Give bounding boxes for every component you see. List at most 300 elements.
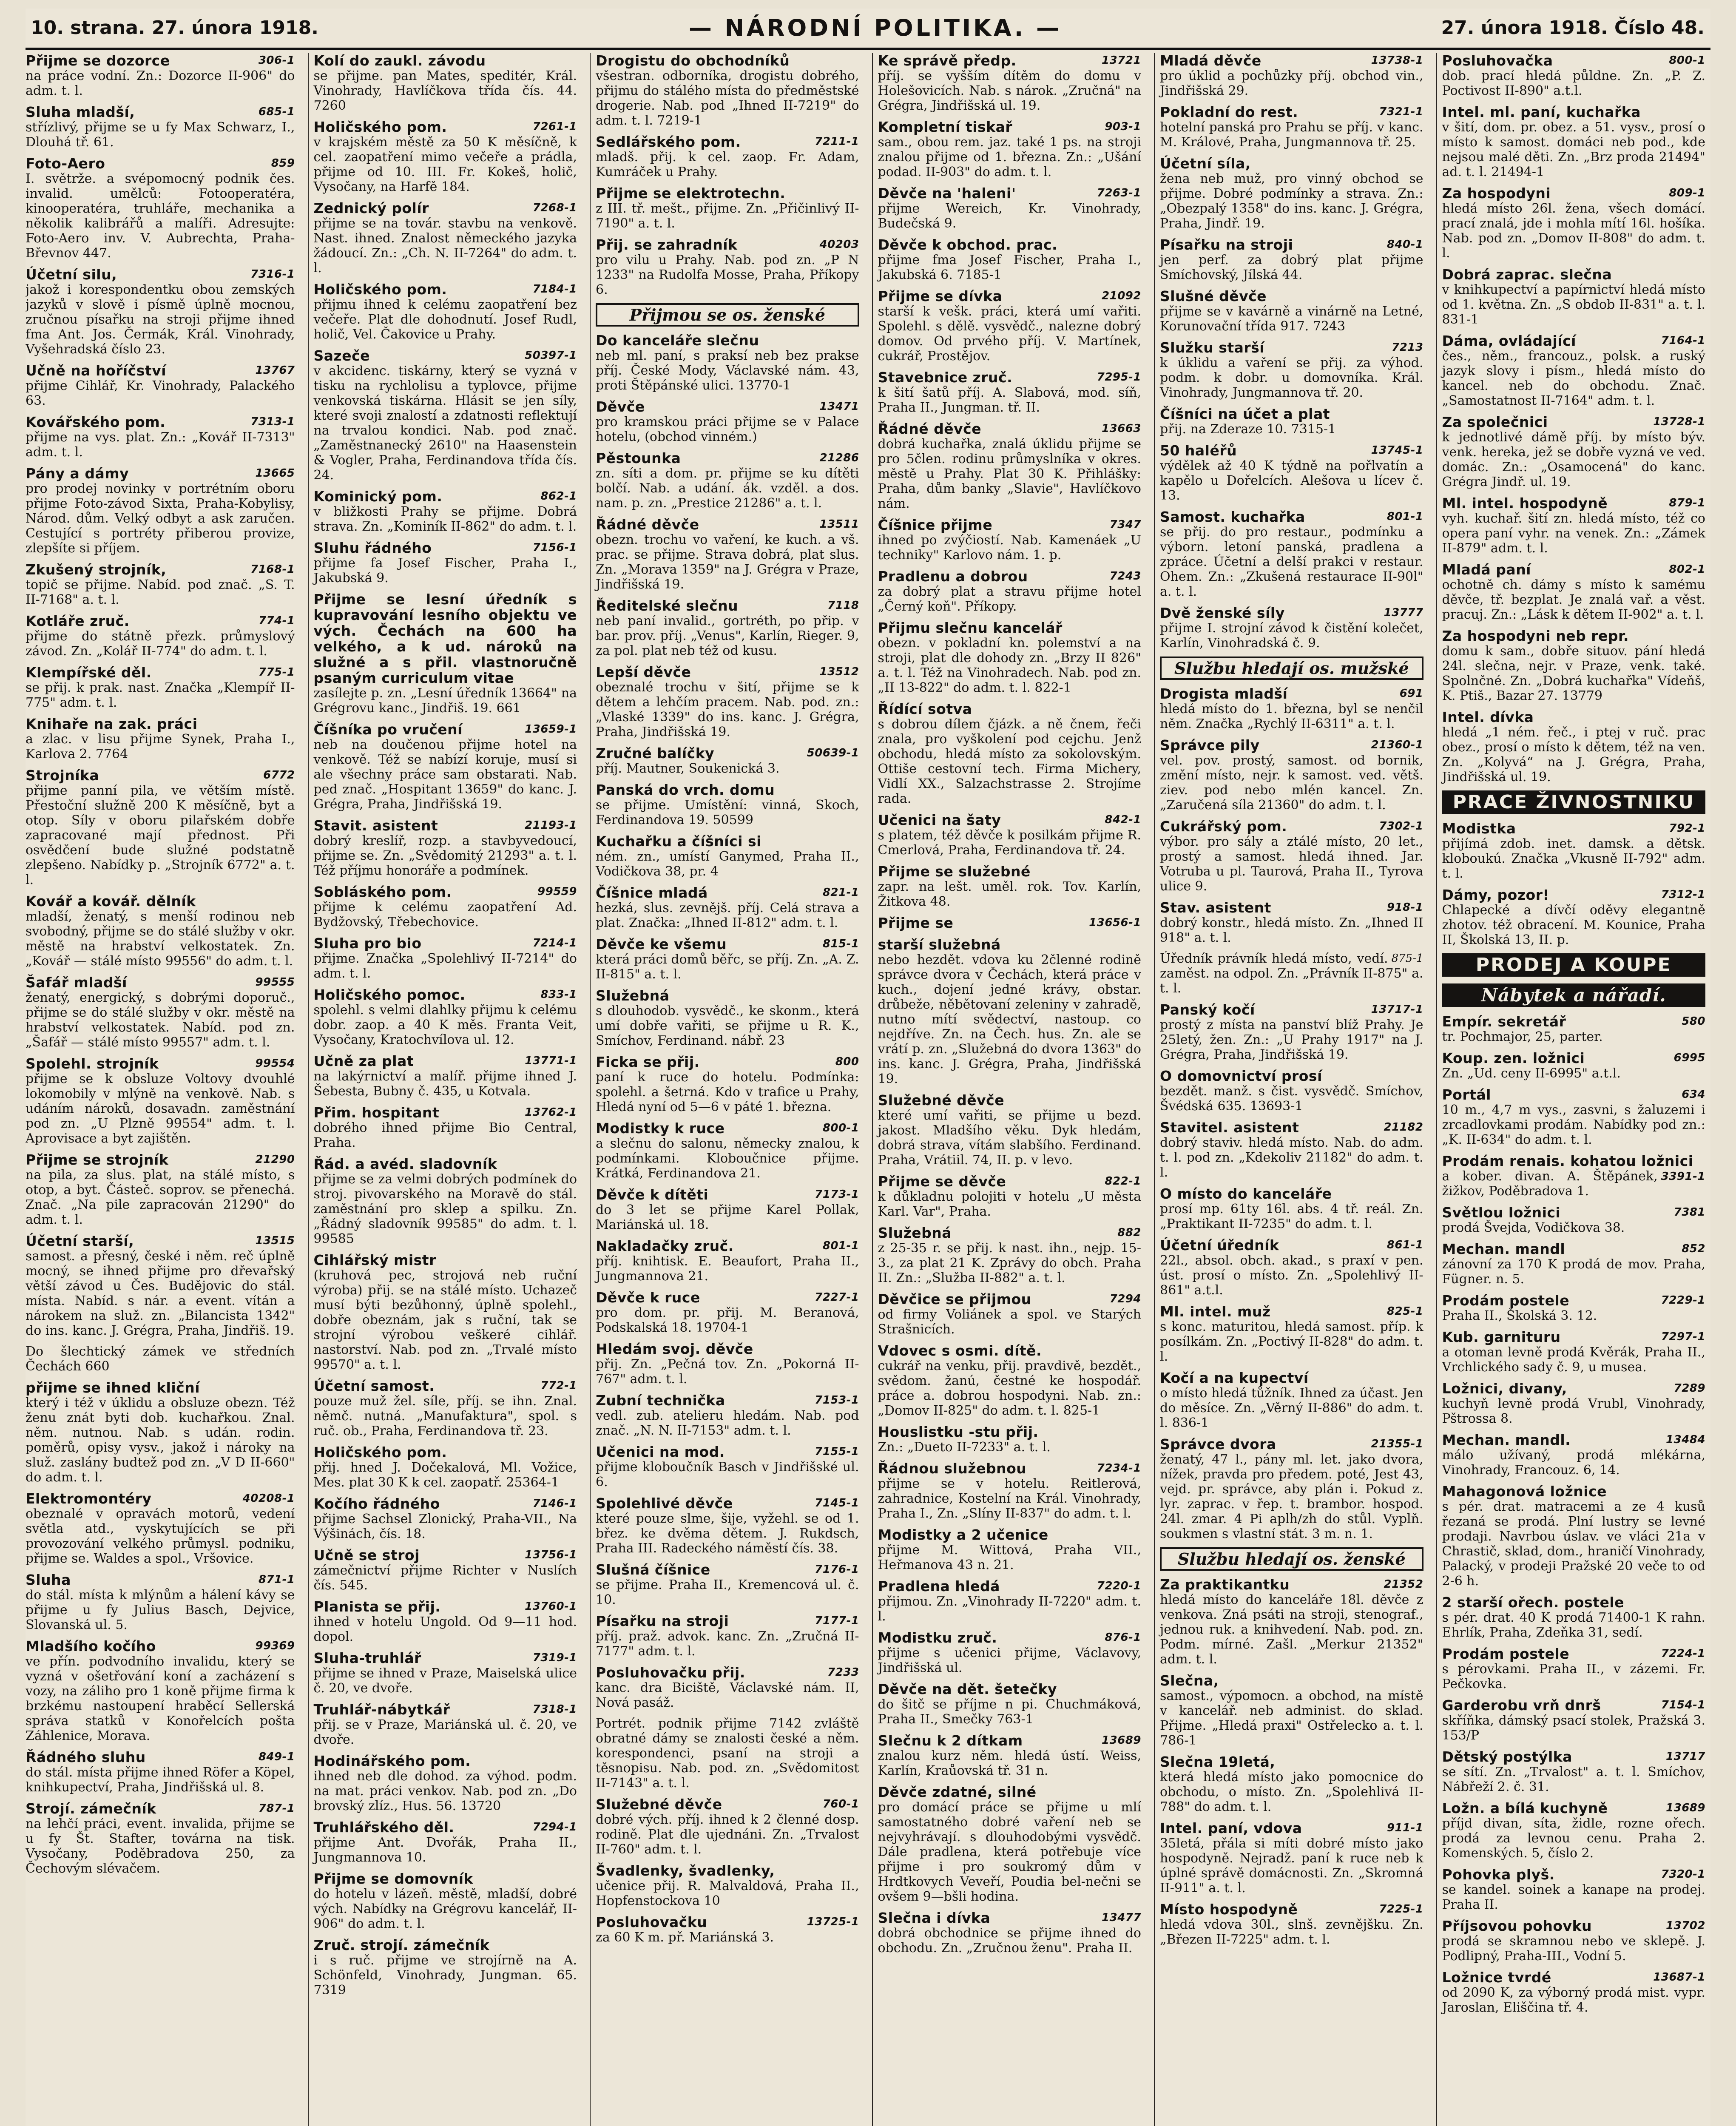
ad-heading: Řádného sluhu 849-1 [26, 1749, 295, 1765]
ad-heading: Přijme se děvče 822-1 [878, 1173, 1141, 1190]
ad-heading: Slečna i dívka 13477 [878, 1910, 1141, 1926]
ad-number: 7224-1 [1661, 1647, 1705, 1660]
classified-ad [878, 1174, 1142, 1219]
ad-text: dobrý kreslíř, rozp. a stavbyvedoucí, přijme se. Zn. „Svědomitý 21293" a. t. l. Též příjmu honoráře a podmínek. [313, 833, 577, 878]
classified-ad [596, 782, 859, 827]
ad-text: se kandel. soinek a kanape na prodej. Praha II. [1442, 1882, 1705, 1912]
ad-heading: Houslistku -stu přij. [878, 1424, 1039, 1440]
ad-text: paní k ruce do hotelu. Podmínka: spolehl. a šetrná. Kdo v trafice u Prahy, Hledá nyní od 5—6 v páté 1. března. [596, 1070, 859, 1114]
ad-heading: Holičského pomoc. 833-1 [313, 986, 577, 1003]
ad-number: 772-1 [540, 1379, 577, 1392]
classified-ad [26, 562, 295, 607]
classified-ad [1442, 1050, 1706, 1081]
ad-heading: Stavebnice zruč. 7295-1 [878, 369, 1141, 386]
ad-text: v knihkupectví a papírnictví hledá místo od 1. května. Zn. „S obdob II-831" a. t. l. 831-1 [1442, 282, 1705, 327]
ad-heading: Služebná [596, 987, 670, 1004]
ad-text: 22l., absol. obch. akad., s praxí v pen. úst. prosí o místo. Zn. „Spolehlivý II-861" a.t.l. [1160, 1253, 1423, 1298]
ad-heading: Ložn. a bílá kuchyně 13689 [1442, 1800, 1705, 1816]
classified-ad [314, 489, 577, 534]
ad-text: znalou kurz něm. hledá ústí. Weiss, Karlín, Kraůovská tř. 31 n. [878, 1748, 1141, 1778]
ad-text: k jednotlivé dámě příj. by místo býv. venk. hereka, jež se dobře vyzná ve ved. domác. Zn.: „Osamocená" do kanc. Grégra Jindř. ul. 19. [1442, 430, 1705, 489]
ad-text: přijme fa Josef Fischer, Praha I., Jakubská 9. [313, 556, 577, 586]
ad-text: k úklidu a vaření se přij. za výhod. podm. k dobr. u domovníka. Král. Vinohrady, Jungmannova tř. 20. [1160, 355, 1423, 400]
classified-ad [1442, 1484, 1706, 1589]
ad-heading: Přijme se dívka 21092 [878, 288, 1141, 304]
classified-ad [1160, 1901, 1423, 1947]
ad-heading: Slušná číšnice 7176-1 [596, 1561, 859, 1578]
classified-ad [878, 812, 1142, 858]
ad-number: 7168-1 [250, 563, 295, 576]
ad-heading: Děvčice se přijmou 7294 [878, 1291, 1141, 1307]
ad-number: 13665 [255, 467, 295, 480]
ad-text: přijmou. Zn. „Vinohrady II-7220" adm. t. l. [878, 1594, 1141, 1624]
ad-number: 875-1 [1391, 952, 1423, 965]
ad-heading: Služebná 882 [878, 1225, 1141, 1241]
ad-heading: Drogistu do obchodníků [596, 53, 790, 69]
ad-heading: Truhlář-nábytkář 7318-1 [313, 1701, 577, 1718]
ad-text: spolehl. s velmi dlahlky přijmu k celému dobr. zaop. a 40 K měs. Franta Veit, Vysočany, Kratochvílova ul. 12. [313, 1003, 577, 1047]
ad-number: 7153-1 [815, 1394, 859, 1407]
ad-heading: Prodám renais. kohatou ložnici 3391-1 [1442, 1153, 1706, 1169]
ad-number: 7155-1 [815, 1445, 859, 1458]
classified-ad [596, 1613, 859, 1659]
ad-text: Do šlechtický zámek ve středních Čechách 660 [26, 1344, 295, 1374]
ad-number: 21286 [819, 452, 859, 464]
ad-text: dob. prací hledá půldne. Zn. „P. Z. Poctivost II-890" a.t.l. [1442, 68, 1705, 98]
ad-heading: Přijme se elektrotechn. [596, 185, 786, 202]
classified-ad [26, 53, 295, 98]
classified-ad [1442, 495, 1706, 556]
ad-text: Zn.: „Dueto II-7233" a. t. l. [878, 1440, 1051, 1455]
ad-heading: Zkušený strojník, 7168-1 [26, 561, 295, 578]
ad-text: dobrého ihned přijme Bio Central, Praha. [313, 1120, 577, 1150]
ad-number: 13656-1 [1089, 916, 1141, 929]
ad-text: do šitč se příjme n pi. Chuchmáková, Praha II., Smečky 763-1 [878, 1697, 1141, 1727]
ad-text: a otoman levně prodá Kvěrák, Praha II., Vrchlického sady č. 9, u musea. [1442, 1345, 1705, 1375]
ad-number: 3391-1 [1661, 1170, 1705, 1183]
ad-text: obezn. v pokladní kn. polemství a na stroji, plat dle dohody zn. „Brzy II 826" a. t. l. Též na Vinohradech. Nab. pod zn. „II 13-822" do adm. t. l. 822-1 [878, 636, 1141, 695]
ad-text: ihned po zvýčiostí. Nab. Kamenáek „U techniky" Karlovo nám. 1. p. [878, 533, 1141, 563]
ad-number: 580 [1682, 1015, 1705, 1028]
ad-text: přijme se za velmi dobrých podmínek do stroj. pivovarského na Moravě do stál. zaměstnání pro sklep a spilku. Zn. „Řádný sladovník 99585" do adm. t. l. 99585 [313, 1172, 577, 1246]
classified-ad [878, 288, 1142, 364]
classified-ad [1160, 443, 1423, 503]
ad-number: 21182 [1384, 1121, 1423, 1134]
classified-ad [596, 1863, 859, 1908]
ad-number: 849-1 [258, 1751, 295, 1763]
ad-number: 7164-1 [1661, 334, 1705, 347]
ad-heading: Samost. kuchařka 801-1 [1160, 509, 1423, 525]
ad-heading: Řídící sotva [878, 701, 972, 717]
ad-heading: Ml. intel. hospodyně 879-1 [1442, 495, 1705, 512]
ad-text: starší k vešk. práci, která umí vařiti. Spolehl. s dělě. vysvědč., nalezne dobrý domov. Od prvého příj. V. Martínek, cukrář, Prostějov. [878, 304, 1141, 364]
classified-ad [596, 53, 859, 128]
ad-text: přijme se na továr. stavbu na venkově. Nast. ihned. Znalost německého jazyka žádoucí. Zn.: „Ch. N. II-7264" do adm. t. l. [313, 216, 577, 276]
ad-text: mladší, ženatý, s menší rodinou neb svobodný, přijme se do stálé služby v okr. městě na hrabství velkostatek. Zn. „Kovář — stálé místo 99556" do adm. t. l. [26, 909, 295, 969]
ad-number: 774-1 [258, 614, 295, 627]
classified-ad [878, 568, 1142, 614]
ad-number: 775-1 [258, 666, 295, 679]
column-3 [590, 53, 864, 2126]
classified-ad [878, 369, 1142, 415]
classified-ad [314, 1496, 577, 1541]
ad-number: 7321-1 [1379, 105, 1423, 118]
classified-ad [1442, 1293, 1706, 1323]
ad-number: 825-1 [1387, 1305, 1423, 1318]
ad-number: 6995 [1673, 1052, 1705, 1064]
ad-number: 7295-1 [1097, 371, 1141, 384]
newspaper-title: — NÁRODNÍ POLITIKA. — [689, 14, 1062, 41]
ad-text: přijme Sachsel Zlonický, Praha-VII., Na Výšinách, čís. 18. [313, 1512, 577, 1541]
ad-number: 13512 [819, 665, 859, 678]
ad-heading: Empír. sekretář 580 [1442, 1013, 1705, 1030]
ad-number: 7243 [1109, 570, 1141, 583]
ad-number: 13511 [819, 518, 859, 531]
ad-text: Zn. „Ud. ceny II-6995" a.t.l. [1442, 1066, 1621, 1081]
ad-number: 13471 [819, 400, 859, 413]
ad-text: do stál. místa k mlýnům a hálení kávy se přijme u fy Julius Basch, Dejvice, Slovanská ul. 5. [26, 1588, 295, 1632]
ad-text: příjd divan, síta, židle, rozne ořech. prodá za levnou cenu. Praha 2. Komenských. 5, číslo 2. [1442, 1816, 1705, 1861]
ad-text: s pér. drat. 40 K prodá 71400-1 K rahn. Ehrlík, Praha, Zdeňka 31, sedí. [1442, 1610, 1705, 1640]
ad-heading: Modistka 792-1 [1442, 820, 1705, 837]
classified-ad [878, 185, 1142, 231]
ad-heading: Garderobu vrň dnrš 7154-1 [1442, 1697, 1705, 1714]
ad-number: 7297-1 [1661, 1330, 1705, 1343]
classified-ad [1160, 686, 1423, 731]
ad-heading: Modistky a 2 učenice [878, 1526, 1048, 1543]
classified-ad [1160, 156, 1423, 231]
classified-ad [596, 664, 859, 739]
ad-text: v bližkosti Prahy se přijme. Dobrá strava. Zn. „Kominík II-862" do adm. t. l. [313, 504, 577, 534]
classified-ad [314, 53, 577, 113]
ad-heading: Řádnou služebnou 7234-1 [878, 1460, 1141, 1477]
ad-heading: Lepší děvče 13512 [596, 664, 859, 680]
ad-number: 7313-1 [250, 415, 295, 428]
ad-text: přij. Zn. „Pečná tov. Zn. „Pokorná II-767" adm. t. l. [596, 1357, 859, 1387]
ad-text: na práce vodní. Zn.: Dozorce II-906" do adm. t. l. [26, 68, 295, 98]
ad-text: přijme se k obsluze Voltovy dvouhlé lokomobily v mlýně na venkově. Nab. s udáním nároků, dosavadn. zaměstnání pod zn. „U Plzně 99554" adm. t. l. Aprovisace a byt zajištěn. [26, 1072, 295, 1146]
ad-text: skříňka, dámský psací stolek, Pražská 3. 153/P [1442, 1713, 1705, 1743]
classified-ad [314, 722, 577, 812]
ad-text: (kruhová pec, strojová neb ruční výroba) přij. se na stálé místo. Uchazeč musí býti bezůhonný, úplně spolehl., dobře obeznám, jak s ruční, tak se strojní výrobou veškeré cihlář. nastorství. Nab. pod zn. „Trvalé místo 99570" a. t. l. [313, 1268, 577, 1372]
classified-ad [314, 1444, 577, 1490]
ad-text: 10 m., 4,7 m vys., zasvni, s žaluzemi i zrcadlovkami prodám. Nabídky pod zn.: „K. II-634" do adm. t. l. [1442, 1103, 1705, 1147]
ad-heading: Kompletní tiskař 903-1 [878, 119, 1141, 135]
classified-ad [1442, 185, 1706, 261]
classified-ad [878, 1630, 1142, 1675]
ad-text: přijme M. Wittová, Praha VII., Heřmanova 43 n. 21. [878, 1543, 1141, 1572]
ad-number: 7294 [1109, 1293, 1141, 1305]
ad-heading: O domovnictví prosí [1160, 1068, 1322, 1084]
ad-number: 802-1 [1669, 563, 1705, 576]
ad-text: zasílejte p. zn. „Lesní úředník 13664" na Grégrovu kanc., Jindřiš. 19. 661 [313, 686, 577, 716]
ad-number: 7233 [827, 1666, 859, 1679]
classified-ad [878, 237, 1142, 282]
classified-ad [1442, 821, 1706, 881]
ad-text: zánovní za 170 K prodá de mov. Praha, Fügner. n. 5. [1442, 1257, 1705, 1287]
ad-text: vyh. kuchař. šití zn. hledá místo, též co opera paní vyhr. na venek. Zn.: „Zámek II-879" adm. t. l. [1442, 511, 1705, 556]
ad-number: 801-1 [822, 1239, 859, 1252]
ad-number: 7156-1 [532, 541, 577, 554]
classified-ad [314, 1819, 577, 1865]
ad-heading: Stavit. asistent 21193-1 [313, 817, 577, 834]
ad-number: 852 [1682, 1242, 1705, 1255]
ad-heading: Pohovka plyš. 7320-1 [1442, 1866, 1705, 1883]
ad-heading: Ložnice tvrdé 13687-1 [1442, 1969, 1705, 1986]
classified-ad [596, 1562, 859, 1607]
classified-ad [1160, 1304, 1423, 1364]
ad-number: 760-1 [822, 1798, 859, 1811]
classified-ad [26, 613, 295, 659]
ad-heading: Posluhovačka 800-1 [1442, 53, 1705, 69]
ad-number: 7289 [1673, 1382, 1705, 1395]
ad-number: 800-1 [822, 1122, 859, 1134]
classified-ad [878, 620, 1142, 695]
ad-number: 21193-1 [525, 819, 577, 832]
classified-ad [878, 1461, 1142, 1521]
ad-text: do stál. místa přijme ihned Röfer a Köpel, knihkupectví, Praha, Jindřišská ul. 8. [26, 1765, 295, 1795]
ad-text: neb na doučenou přijme hotel na venkově. Též se nabízí koruje, musí si ale všechny práce sam obstarati. Nab. ped znač. „Hospitant 13659" do kanc. J. Grégra, Praha, Jindřišská 19. [313, 737, 577, 812]
ad-number: 13745-1 [1371, 444, 1423, 457]
ad-heading: Strojníka 6772 [26, 767, 295, 784]
ad-text: hledá „1 ném. řeč., i ptej v ruč. prac obez., prosí o místo k dětem, též na ven. Zn. „Kolyvá“ na J. Grégra, Praha, Jindřišská ul. 19. [1442, 725, 1705, 784]
ad-text: pouze muž žel. síle, příj. se ihn. Znal. němč. nutná. „Manufaktura", spol. s ruč. ob., Praha, Ferdinandova tř. 23. [313, 1394, 577, 1438]
ad-text: pro úklid a pochůzky příj. obchod vin., Jindřišská 29. [1160, 68, 1423, 98]
classified-ad [596, 1393, 859, 1438]
ad-text: v akcidenc. tiskárny, který se vyzná v tisku na rychlolisu a typlovce, přijme venkovská tiskárna. Hlásit se jen síly, které svoji znalostí a zdatnosti reflektují na trvalou kondici. Nab. pod znač. „Zaměstnanecký 2610" na Haasenstein & Vogler, Praha, Ferdinandova třída čís. 24. [313, 364, 577, 483]
ad-text: dobrá kuchařka, znalá úklidu přijme se pro 5člen. rodinu průmyslníka v okres. městě u Prahy. Plat 30 K. Přihlášky: Praha, dům banky „Slavie", Havlíčkovo nám. [878, 437, 1141, 511]
ad-text: z III. tř. mešt., přijme. Zn. „Přičinlivý II-7190" a. t. l. [596, 201, 859, 231]
ad-text: dobrý konstr., hledá místo. Zn. „Ihned II 918" a. t. l. [1160, 915, 1423, 945]
ad-heading: Truhlářského děl. 7294-1 [313, 1819, 577, 1836]
ad-heading: Za praktikantku 21352 [1160, 1576, 1423, 1593]
ad-text: příj. knihtisk. E. Beaufort, Praha II., Jungmannova 21. [596, 1254, 859, 1284]
ad-number: 903-1 [1105, 120, 1141, 133]
classified-ad [596, 1716, 859, 1791]
classified-ad [878, 517, 1142, 563]
classified-ad [596, 988, 859, 1048]
classified-ad [596, 745, 859, 776]
ad-heading: Učně na hoříčství 13767 [26, 362, 295, 379]
header-rule [26, 48, 1710, 50]
ad-text: přijme kloboučník Basch v Jindřišské ul. 6. [596, 1460, 859, 1489]
ad-number: 7302-1 [1379, 820, 1423, 833]
ad-heading: Za společnici 13728-1 [1442, 414, 1705, 430]
ad-text: od 2090 K, za výborný prodá mist. vypr. Jaroslan, Eliščina tř. 4. [1442, 1985, 1705, 2015]
ad-text: přijme se v hotelu. Reitlerová, zahradnice, Kostelní na Král. Vinohrady, Praha I., Zn. „Slíny II-837" do adm. t. l. [878, 1476, 1141, 1521]
classified-ad [1160, 1186, 1423, 1231]
ad-text: ochotně ch. dámy s místo k samému děvče, tř. bezplat. Je znalá vař. a věst. pracuj. Zn.: „Lásk k dětem II-902" a. t. l. [1442, 577, 1705, 622]
ad-heading: Správce dvora 21355-1 [1160, 1436, 1423, 1452]
classified-ad [1160, 1436, 1423, 1541]
classified-ad [314, 818, 577, 878]
classified-ad [26, 1233, 295, 1338]
ad-number: 7176-1 [815, 1563, 859, 1576]
ad-heading: Zruč. strojí. zámečník [313, 1937, 490, 1953]
masthead [26, 9, 1710, 48]
ad-heading: Číšnice mladá 821-1 [596, 884, 859, 901]
classified-ad [1442, 104, 1706, 179]
ad-number: 871-1 [258, 1573, 295, 1586]
ad-text: přijme I. strojní závod k čistění kolečet, Karlín, Vinohradská č. 9. [1160, 621, 1423, 651]
classified-ad [596, 1444, 859, 1489]
classified-ad [596, 598, 859, 658]
ad-heading: Děvče k dítěti 7173-1 [596, 1186, 859, 1203]
classified-ad [878, 1527, 1142, 1572]
ad-number: 13728-1 [1653, 415, 1705, 428]
ad-text: v šití, dom. pr. obez. a 51. vysv., prosí o místo k samost. domáci neb pod., kde nejsou malé děti. Zn. „Brz proda 21494" ad. t. l. 21494-1 [1442, 120, 1705, 179]
ad-text: s konc. maturitou, hledá samost. příp. k posílkám. Zn. „Poctivý II-828" do adm. t. l. [1160, 1319, 1423, 1364]
ad-number: 7225-1 [1379, 1903, 1423, 1916]
ad-text: s dobrou dílem čjázk. a ně čnem, řeči znala, pro vyškolení pod cejchu. Jenž obchodu, hledá místo za sokolovským. Ottiše cestovní tech. Firma Michery, Vidlí XX., Salzachstrasse 2. Strojíme rada. [878, 717, 1141, 806]
ad-text: přijme Wereich, Kr. Vinohrady, Budečská 9. [878, 201, 1141, 231]
ad-text: obeznalé v opravách motorů, vedení světla atd., vyskytujících se při provozování velkého průmysl. podniku, přijme se. Waldes a spol., Vršovice. [26, 1506, 295, 1566]
ad-number: 21360-1 [1371, 739, 1423, 751]
classified-ad [596, 1054, 859, 1114]
ad-heading: starší služebná [878, 936, 1001, 953]
classified-ad [26, 1801, 295, 1876]
ad-heading: Zručné balíčky 50639-1 [596, 745, 859, 762]
ad-heading: Intel. ml. paní, kuchařka [1442, 104, 1641, 120]
ad-text: kuchyň levně prodá Vrubl, Vinohrady, Pštrossa 8. [1442, 1396, 1705, 1426]
ad-text: přij. hned J. Dočekalová, Ml. Vožice, Mes. plat 30 K k cel. zaopatř. 25364-1 [313, 1460, 577, 1490]
classified-ad [26, 1572, 295, 1632]
ad-heading: Pokladní do rest. 7321-1 [1160, 104, 1423, 120]
ad-heading: Písařku na stroji 840-1 [1160, 236, 1423, 253]
classified-ad [878, 1343, 1142, 1418]
ad-text: se přijme. pan Mates, speditér, Král. Vinohrady, Havlíčkova třída čís. 44. 7260 [313, 68, 577, 113]
ad-text: k šití šatů příj. A. Slabová, mod. síň, Praha II., Jungman. tř. II. [878, 385, 1141, 415]
ad-text: pro vilu u Prahy. Nab. pod zn. „P N 1233" na Rudolfa Mosse, Praha, Příkopy 6. [596, 253, 859, 297]
ad-number: 787-1 [258, 1802, 295, 1815]
classified-ad [1160, 1068, 1423, 1114]
ad-heading: Přijme se dozorce 306-1 [26, 53, 295, 69]
ad-text: prodá se skramnou nebo ve sklepě. J. Podlipný, Praha-III., Vodní 5. [1442, 1934, 1705, 1964]
ad-heading: Účetní samost. 772-1 [313, 1378, 577, 1394]
ad-text: tr. Pochmajor, 25, parter. [1442, 1029, 1603, 1044]
classified-ad [1160, 951, 1423, 996]
ad-heading: Přijmu slečnu kancelář [878, 620, 1063, 636]
classified-ad [26, 1344, 295, 1374]
ad-number: 859 [271, 157, 295, 170]
ad-number: 833-1 [540, 988, 577, 1001]
classified-ad [26, 1056, 295, 1146]
ad-number: 21352 [1384, 1578, 1423, 1591]
classified-ad [1442, 709, 1706, 784]
classified-ad [314, 1378, 577, 1438]
ad-text: přijme Cihlář, Kr. Vinohrady, Palackého 63. [26, 378, 295, 408]
ad-heading: Číšníci na účet a plat [1160, 406, 1330, 422]
ad-text: příj. Mautner, Soukenická 3. [596, 761, 780, 776]
ad-number: 7294-1 [532, 1821, 577, 1833]
section-heading-prijmou_zenske: Přijmou se os. ženské [596, 303, 859, 327]
ad-number: 7227-1 [815, 1291, 859, 1304]
ad-number: 7320-1 [1661, 1868, 1705, 1881]
ad-heading: Děvče k ruce 7227-1 [596, 1289, 859, 1306]
classified-ad [1160, 1002, 1423, 1062]
classified-ad [596, 450, 859, 511]
ad-number: 13760-1 [525, 1600, 577, 1613]
classified-ad [26, 414, 295, 460]
ad-heading: Ložnici, divany, 7289 [1442, 1380, 1705, 1397]
ad-text: obezn. trochu vo vaření, ke kuch. a vš. prac. se přijme. Strava dobrá, plat slus. Zn. „Morava 1359" na J. Grégra v Praze, Jindřišská 19. [596, 532, 859, 592]
classified-ad [596, 1290, 859, 1335]
ad-heading: Zubní technička 7153-1 [596, 1392, 859, 1409]
ad-text: všestran. odborníka, drogistu dobrého, přijmu do stálého místa do předměstské drogerie. Nab. pod „Ihned II-7219" do adm. t. l. 7219-1 [596, 68, 859, 128]
ad-heading: Slušné děvče [1160, 288, 1267, 304]
ad-number: 861-1 [1387, 1239, 1423, 1251]
ad-heading: Služebné děvče 760-1 [596, 1796, 859, 1813]
ad-text: čes., něm., francouz., polsk. a ruský jazyk slovy i písm., hledá místo do kancel. neb do obchodu. Znač. „Samostatnost II-7164" adm. t. l. [1442, 349, 1705, 408]
classified-ad [314, 200, 577, 276]
ad-heading: Slečnu k 2 dítkam 13689 [878, 1732, 1141, 1749]
ad-heading: přijme se ihned kliční [26, 1379, 200, 1396]
ad-number: 99369 [255, 1640, 295, 1652]
ad-text: Portrét. podnik přijme 7142 zvláště obratné dámy se znalosti české a něm. korespondenci, psaní na stroji a těsnopisu. Nab. pod. zn. „Svědomitost II-7143" a. t. l. [596, 1716, 859, 1791]
ad-number: 809-1 [1669, 187, 1705, 199]
ad-text: prodá Švejda, Vodičkova 38. [1442, 1220, 1625, 1235]
ad-number: 13717 [1666, 1750, 1705, 1763]
ad-heading: Dáma, ovládající 7164-1 [1442, 333, 1705, 349]
classified-ad [878, 1784, 1142, 1904]
classified-ad [596, 833, 859, 879]
ad-text: hotelní panská pro Prahu se příj. v kanc. M. Králové, Praha, Jungmannova tř. 25. [1160, 120, 1423, 150]
ad-text: ve přín. podvodního invalidu, který se vyzná v ošetřování koní a zacházení s vozy, na záliho pro 1 koně přijme firma k brzkému nastoupení hraběcí Sellerská správa statků v Konořelcích pošta Záhlenice, Morava. [26, 1654, 295, 1743]
ad-heading: Planista se přij. 13760-1 [313, 1598, 577, 1615]
classified-ad [596, 237, 859, 297]
ad-text: v krajském městě za 50 K měsíčně, k cel. zaopatření mimo večeře a prádla, přijme od 10. III. Fr. Kokeš, holič, Vysočany, na Harfě 184. [313, 135, 577, 194]
ad-text: nebo hezdět. vdova ku 2členné rodině správce dvora v Čechách, která práce v kuch., dojení jedné krávy, obstar. drůbeže, něbětovaní zeleniny v zahradě, nutno mítí svědectví, nastoup. co nejdříve. Zn. na Čech. hus. Zn. ale se vrátí p. zn. „Služebná do dvora 1363" do ins. kanc. J. Grégra, Praha, Jindřišská 19. [878, 952, 1141, 1086]
ad-text: dobrý staviv. hledá místo. Nab. do adm. t. l. pod zn. „Kdekoliv 21182" do adm. t. l. [1160, 1135, 1423, 1180]
classified-columns [26, 53, 1710, 2126]
ad-heading: Řádné děvče 13511 [596, 516, 859, 533]
ad-heading: Cukrářský pom. 7302-1 [1160, 818, 1423, 835]
column-1 [26, 53, 300, 2126]
ad-text: jen perf. za dobrý plat přijme Smíchovský, Jílská 44. [1160, 253, 1423, 282]
classified-ad [314, 1547, 577, 1593]
ad-text: přijme Ant. Dvořák, Praha II., Jungmannova 10. [313, 1835, 577, 1865]
ad-heading: Řádné děvče 13663 [878, 421, 1141, 437]
ad-heading: Sluha mladší, 685-1 [26, 104, 295, 120]
classified-ad [314, 935, 577, 981]
ad-heading: Přim. hospitant 13762-1 [313, 1104, 577, 1121]
ad-number: 306-1 [258, 54, 295, 67]
classified-ad [878, 1291, 1142, 1337]
classified-ad [1442, 887, 1706, 947]
ad-text: Chlapecké a dívčí oděvy elegantně zhotov. též obracení. M. Kounice, Praha II, Školská 13, II. p. [1442, 903, 1705, 947]
ad-number: 882 [1117, 1226, 1141, 1239]
ad-number: 13663 [1102, 422, 1141, 435]
classified-ad [314, 1053, 577, 1099]
column-2 [308, 53, 582, 2126]
ad-text: domu k sam., dobře situov. pání hledá 24l. slečna, nejr. v Praze, venk. také. Spolnčné. Zn. „Dobrá kuchařka" Vídeňš, K. Ptiš., Bazar 27. 13779 [1442, 644, 1705, 703]
ad-heading: Mahagonová ložnice [1442, 1483, 1607, 1500]
classified-ad [26, 156, 295, 261]
ad-text: vel. pov. prostý, samost. od bornik, změní místo, nejr. k samost. ved. větš. ziev. pod nebo mlén kancel. Zn. „Zaručená síla 21360" do adm. t. l. [1160, 753, 1423, 813]
classified-ad [1160, 104, 1423, 150]
ad-number: 691 [1399, 687, 1423, 700]
ad-text: vedl. zub. atelieru hledám. Nab. pod znač. „N. N. II-7153" adm. t. l. [596, 1408, 859, 1438]
ad-text: se sítí. Zn. „Trvalost" a. t. l. Smíchov, Nábřeží 2. č. 31. [1442, 1765, 1705, 1794]
ad-heading: Vdovec s osmi. dítě. [878, 1342, 1042, 1359]
ad-heading: Ml. intel. muž 825-1 [1160, 1303, 1423, 1320]
ad-number: 7146-1 [532, 1497, 577, 1510]
ad-heading: Drogista mladší 691 [1160, 685, 1423, 702]
ad-heading: Učně se stroj 13756-1 [313, 1547, 577, 1563]
classified-ad [26, 267, 295, 357]
ad-number: 13767 [255, 364, 295, 377]
ad-text: učenice přij. R. Malvaldová, Praha II., Hopfenstockova 10 [596, 1879, 859, 1908]
